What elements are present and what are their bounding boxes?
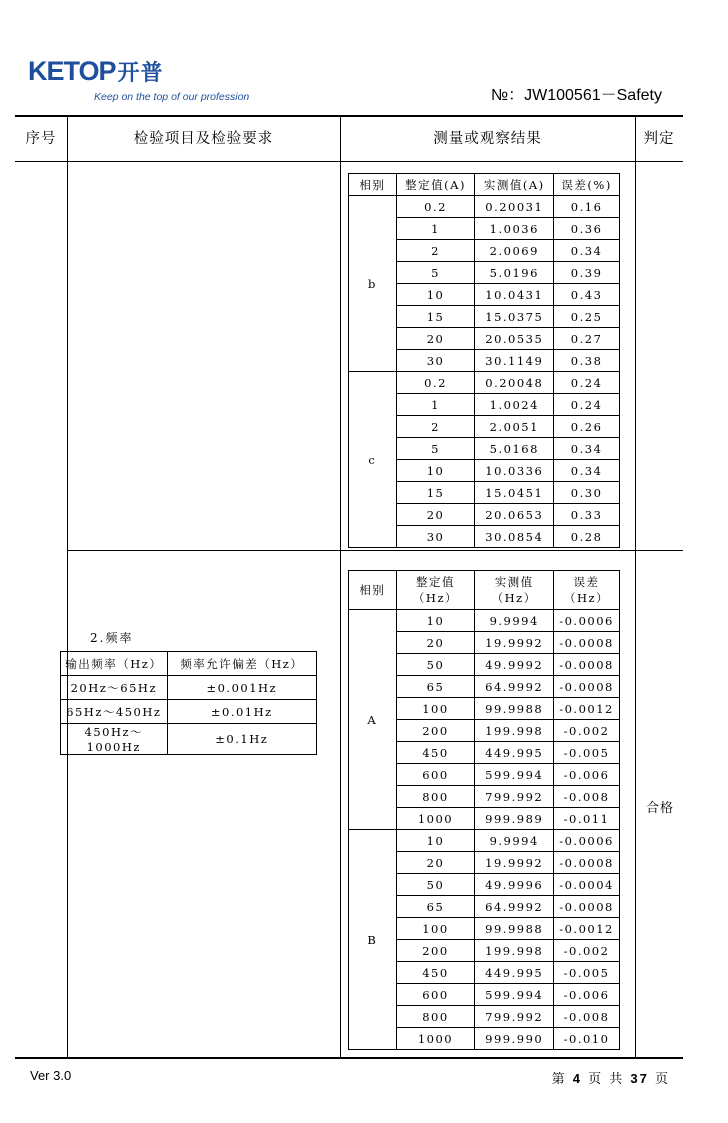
value-cell: 0.16 <box>554 196 620 218</box>
table-row <box>349 196 620 218</box>
value-cell: 599.994 <box>475 984 554 1006</box>
value-cell: 0.36 <box>554 218 620 240</box>
value-cell: 10 <box>396 610 475 632</box>
header-cell: 相别 <box>349 571 397 610</box>
value-cell: 65 <box>396 896 475 918</box>
value-cell: 15 <box>396 306 475 328</box>
phase-cell: c <box>349 372 397 548</box>
value-cell: 5.0168 <box>475 438 554 460</box>
value-cell: 0.2 <box>396 372 475 394</box>
value-cell: 1000 <box>396 1028 475 1050</box>
value-cell: -0.006 <box>554 984 620 1006</box>
value-cell: -0.0008 <box>554 676 620 698</box>
phase-cell: b <box>349 196 397 372</box>
value-cell: -0.0004 <box>554 874 620 896</box>
value-cell: 0.34 <box>554 240 620 262</box>
value-cell: -0.011 <box>554 808 620 830</box>
value-cell: 30.1149 <box>475 350 554 372</box>
header-item: 检验项目及检验要求 <box>133 131 274 147</box>
logo-latin: KETOP <box>28 56 116 86</box>
value-cell: 20 <box>396 852 475 874</box>
verdict-frequency: 合格 <box>646 801 675 816</box>
value-cell: 15.0375 <box>475 306 554 328</box>
header-cell: 实测值 （Hz） <box>475 571 554 610</box>
value-cell: 450 <box>396 742 475 764</box>
frequency-measurement-table <box>348 570 620 1050</box>
value-cell: 0.30 <box>554 482 620 504</box>
value-cell: 2.0051 <box>475 416 554 438</box>
value-cell: 10 <box>396 830 475 852</box>
page-counter: 第 4 页 共 37 页 <box>551 1071 670 1087</box>
value-cell: 20 <box>396 632 475 654</box>
value-cell: 49.9992 <box>475 654 554 676</box>
value-cell: 0.33 <box>554 504 620 526</box>
value-cell: 1000 <box>396 808 475 830</box>
header-cell: 输出频率（Hz） <box>61 652 168 676</box>
page-current: 4 <box>572 1071 582 1086</box>
value-cell: 800 <box>396 786 475 808</box>
value-cell: -0.0012 <box>554 918 620 940</box>
logo-chinese: 开普 <box>117 61 164 86</box>
value-cell: 65 <box>396 676 475 698</box>
logo-wordmark <box>28 58 249 85</box>
value-cell: -0.008 <box>554 786 620 808</box>
value-cell: -0.0012 <box>554 698 620 720</box>
value-cell: 799.992 <box>475 786 554 808</box>
header-cell: 误差 （Hz） <box>554 571 620 610</box>
value-cell: 800 <box>396 1006 475 1028</box>
value-cell: 799.992 <box>475 1006 554 1028</box>
value-cell: 30 <box>396 526 475 548</box>
table-row <box>61 700 317 724</box>
logo-slogan: Keep on the top of our profession <box>94 91 250 103</box>
header-result: 测量或观察结果 <box>433 131 542 147</box>
value-cell: 0.43 <box>554 284 620 306</box>
value-cell: 5 <box>396 262 475 284</box>
value-cell: -0.002 <box>554 940 620 962</box>
value-cell: 50 <box>396 654 475 676</box>
value-cell: 0.20031 <box>475 196 554 218</box>
value-cell: 20.0653 <box>475 504 554 526</box>
header-cell: 整定值 （Hz） <box>396 571 475 610</box>
value-cell: ±0.1Hz <box>167 724 316 755</box>
value-cell: 30 <box>396 350 475 372</box>
value-cell: 0.20048 <box>475 372 554 394</box>
value-cell: -0.0006 <box>554 830 620 852</box>
value-cell: 0.24 <box>554 394 620 416</box>
value-cell: 199.998 <box>475 940 554 962</box>
header-verdict: 判定 <box>643 131 675 147</box>
value-cell: 30.0854 <box>475 526 554 548</box>
current-measurement-table <box>348 173 620 548</box>
value-cell: 19.9992 <box>475 852 554 874</box>
table-row <box>349 830 620 852</box>
header-cell: 整定值(A) <box>396 174 475 196</box>
value-cell: 449.995 <box>475 962 554 984</box>
value-cell: 1.0024 <box>475 394 554 416</box>
table-row <box>349 372 620 394</box>
table-row <box>61 724 317 755</box>
value-cell: 0.25 <box>554 306 620 328</box>
frequency-section-title: 2.频率 <box>90 631 134 645</box>
value-cell: 0.38 <box>554 350 620 372</box>
value-cell: 20 <box>396 504 475 526</box>
value-cell: 99.9988 <box>475 918 554 940</box>
company-logo <box>28 58 249 103</box>
value-cell: 0.34 <box>554 460 620 482</box>
value-cell: 1 <box>396 218 475 240</box>
value-cell: 15 <box>396 482 475 504</box>
value-cell: 20 <box>396 328 475 350</box>
value-cell: 999.990 <box>475 1028 554 1050</box>
value-cell: 19.9992 <box>475 632 554 654</box>
value-cell: ±0.01Hz <box>167 700 316 724</box>
value-cell: 100 <box>396 698 475 720</box>
version-label: Ver 3.0 <box>30 1068 72 1083</box>
header-seq: 序号 <box>25 131 57 147</box>
col-divider-3 <box>635 117 636 1057</box>
value-cell: 20Hz～65Hz <box>61 676 168 700</box>
table-row <box>61 676 317 700</box>
value-cell: 50 <box>396 874 475 896</box>
document-number: №：JW100561－Safety <box>490 87 662 104</box>
col-divider-2 <box>340 117 341 1057</box>
value-cell: 200 <box>396 720 475 742</box>
table-row <box>349 610 620 632</box>
value-cell: -0.005 <box>554 742 620 764</box>
value-cell: 10.0336 <box>475 460 554 482</box>
value-cell: 1 <box>396 394 475 416</box>
value-cell: 199.998 <box>475 720 554 742</box>
header-cell: 实测值(A) <box>475 174 554 196</box>
value-cell: 0.2 <box>396 196 475 218</box>
value-cell: 15.0451 <box>475 482 554 504</box>
value-cell: 0.26 <box>554 416 620 438</box>
value-cell: 10 <box>396 460 475 482</box>
value-cell: 0.24 <box>554 372 620 394</box>
header-divider <box>15 161 683 162</box>
value-cell: 10 <box>396 284 475 306</box>
value-cell: 65Hz～450Hz <box>61 700 168 724</box>
value-cell: 2 <box>396 240 475 262</box>
value-cell: 0.39 <box>554 262 620 284</box>
value-cell: -0.0008 <box>554 632 620 654</box>
value-cell: 2.0069 <box>475 240 554 262</box>
value-cell: -0.0006 <box>554 610 620 632</box>
table-header-row <box>349 571 620 610</box>
frequency-requirement-table <box>60 651 317 755</box>
header-cell: 相别 <box>349 174 397 196</box>
value-cell: 5.0196 <box>475 262 554 284</box>
value-cell: 2 <box>396 416 475 438</box>
value-cell: -0.0008 <box>554 852 620 874</box>
value-cell: 600 <box>396 764 475 786</box>
table-header-row <box>349 174 620 196</box>
value-cell: -0.006 <box>554 764 620 786</box>
value-cell: 9.9994 <box>475 610 554 632</box>
value-cell: 99.9988 <box>475 698 554 720</box>
value-cell: -0.008 <box>554 1006 620 1028</box>
value-cell: -0.0008 <box>554 896 620 918</box>
value-cell: 10.0431 <box>475 284 554 306</box>
value-cell: 999.989 <box>475 808 554 830</box>
phase-cell: A <box>349 610 397 830</box>
value-cell: 0.34 <box>554 438 620 460</box>
value-cell: 9.9994 <box>475 830 554 852</box>
phase-cell: B <box>349 830 397 1050</box>
row-divider <box>67 550 683 551</box>
value-cell: -0.010 <box>554 1028 620 1050</box>
value-cell: ±0.001Hz <box>167 676 316 700</box>
value-cell: 5 <box>396 438 475 460</box>
value-cell: -0.002 <box>554 720 620 742</box>
value-cell: 450Hz～1000Hz <box>61 724 168 755</box>
value-cell: -0.0008 <box>554 654 620 676</box>
value-cell: 20.0535 <box>475 328 554 350</box>
value-cell: 64.9992 <box>475 676 554 698</box>
value-cell: 49.9996 <box>475 874 554 896</box>
value-cell: 600 <box>396 984 475 1006</box>
value-cell: 0.27 <box>554 328 620 350</box>
col-divider-1 <box>67 117 68 1057</box>
table-header-row <box>61 652 317 676</box>
value-cell: 200 <box>396 940 475 962</box>
value-cell: 449.995 <box>475 742 554 764</box>
page-total: 37 <box>630 1071 649 1086</box>
value-cell: 450 <box>396 962 475 984</box>
value-cell: 100 <box>396 918 475 940</box>
header-cell: 误差(%) <box>554 174 620 196</box>
value-cell: 64.9992 <box>475 896 554 918</box>
value-cell: 1.0036 <box>475 218 554 240</box>
header-cell: 频率允许偏差（Hz） <box>167 652 316 676</box>
value-cell: -0.005 <box>554 962 620 984</box>
value-cell: 0.28 <box>554 526 620 548</box>
value-cell: 599.994 <box>475 764 554 786</box>
